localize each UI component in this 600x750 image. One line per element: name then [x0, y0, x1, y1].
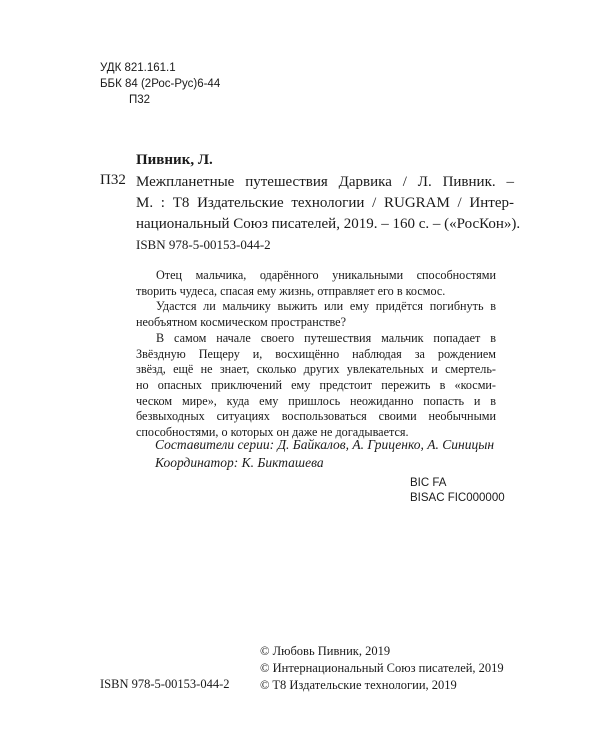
author-mark: П32 — [129, 94, 151, 106]
copyright-block — [260, 643, 504, 694]
bibliographic-description — [136, 172, 521, 235]
copyright-line: © T8 Издательские технологии, 2019 — [260, 678, 457, 692]
annotation-line: но опасных приключений ему предстоит пережить в «косми- — [136, 377, 496, 392]
bbk-code: ББК 84 (2Рос-Рус)6-44 — [100, 78, 221, 90]
compilers: Составители серии: Д. Байкалов, А. Гриценко, А. Синицын — [155, 437, 495, 452]
footer-isbn: ISBN 978-5-00153-044-2 — [100, 677, 230, 691]
biblio-line: Межпланетные путешествия Дарвика / Л. Пивник. – — [136, 174, 514, 190]
annotation-line: В самом начале своего путешествия мальчик попадает в — [156, 330, 496, 345]
annotation-line: звёзд, ещё не знает, сколько других увлекательных и смертель- — [136, 362, 496, 377]
biblio-line: М. : T8 Издательские технологии / RUGRAM / Интер- — [136, 195, 514, 211]
annotation-line: необъятном космическом пространстве? — [136, 315, 346, 330]
annotation-line: Отец мальчика, одарённого уникальными способностями — [156, 268, 496, 282]
author-mark-margin: П32 — [100, 172, 126, 188]
annotation-line: ческом мире», куда ему пришлось неожиданно попасть и в — [136, 393, 496, 408]
udk-code: УДК 821.161.1 — [100, 62, 176, 74]
bic-code: BIC FA — [410, 477, 447, 489]
biblio-line: национальный Союз писателей, 2019. – 160 с. – («РосКон»). — [136, 216, 521, 232]
annotation-line: творить чудеса, спасая ему жизнь, отправляет его в космос. — [136, 283, 446, 298]
annotation-line: способностями, о которых он даже не догадывается. — [136, 425, 409, 440]
annotation-line: Удастся ли мальчику выжить или ему придётся погибнуть в — [156, 299, 496, 314]
coordinator: Координатор: К. Бикташева — [155, 455, 324, 470]
bisac-code: BISAC FIC000000 — [410, 492, 505, 504]
author-name: Пивник, Л. — [136, 152, 213, 168]
copyright-line: © Любовь Пивник, 2019 — [260, 644, 391, 658]
annotation-line: безвыходных ситуациях воспользоваться своими необычными — [136, 409, 496, 424]
isbn: ISBN 978-5-00153-044-2 — [136, 237, 271, 252]
copyright-line: © Интернациональный Союз писателей, 2019 — [260, 661, 504, 675]
annotation — [136, 268, 496, 441]
annotation-line: Звёздную Пещеру и, восхищённо наблюдая за рождением — [136, 346, 496, 361]
subject-codes — [410, 476, 505, 506]
classification-block — [100, 60, 220, 108]
series-credits — [155, 436, 494, 472]
